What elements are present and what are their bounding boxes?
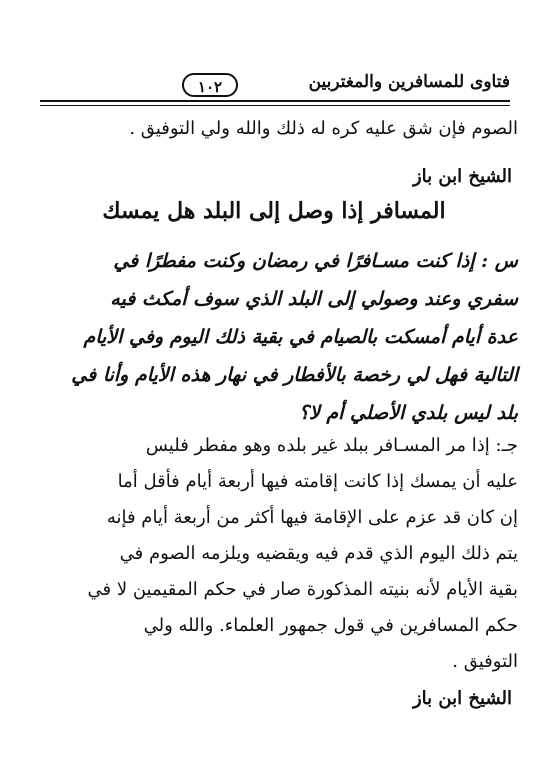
header-rule-thin — [40, 105, 510, 106]
answer-block — [43, 435, 518, 687]
answer-line: عليه أن يمسك إذا كانت إقامته فيها أربعة أيام فأقل أما — [117, 471, 518, 492]
section-heading: المسافر إذا وصل إلى البلد هل يمسك — [102, 198, 446, 224]
signature-1: الشيخ ابن باز — [412, 166, 512, 187]
question-line: س : إذا كنت مسـافرًا في رمضان وكنت مفطرًا في — [113, 250, 518, 272]
answer-line: بقية الأيام لأنه بنيته المذكورة صار في حكم المقيمين لا في — [87, 579, 518, 600]
answer-line: جـ: إذا مر المسـافر ببلد غير بلده وهو مفطر فليس — [145, 435, 518, 456]
answer-line: حكم المسافرين في قول جمهور العلماء. والله ولي — [143, 615, 518, 636]
top-line — [43, 118, 518, 139]
question-line: بلد ليس بلدي الأصلي أم لا؟ — [298, 402, 518, 424]
page-number: ١٠٢ — [182, 73, 238, 97]
answer-line: التوفيق . — [452, 651, 518, 672]
signature-2: الشيخ ابن باز — [412, 688, 512, 709]
answer-line: يتم ذلك اليوم الذي قدم فيه ويقضيه ويلزمه الصوم في — [119, 543, 518, 564]
answer-line: إن كان قد عزم على الإقامة فيها أكثر من أربعة أيام فإنه — [106, 507, 518, 528]
running-title: فتاوى للمسافرين والمغتربين — [308, 72, 510, 92]
header-rule — [40, 100, 510, 102]
question-block — [43, 250, 518, 440]
question-line: عدة أيام أمسكت بالصيام في بقية ذلك اليوم وفي الأيام — [83, 326, 518, 348]
text-line: الصوم فإن شق عليه كره له ذلك والله ولي التوفيق . — [129, 118, 518, 139]
question-line: التالية فهل لي رخصة بالأفطار في نهار هذه الأيام وأنا في — [71, 364, 518, 386]
page-header — [40, 72, 510, 106]
question-line: سفري وعند وصولي إلى البلد الذي سوف أمكث فيه — [110, 288, 518, 310]
